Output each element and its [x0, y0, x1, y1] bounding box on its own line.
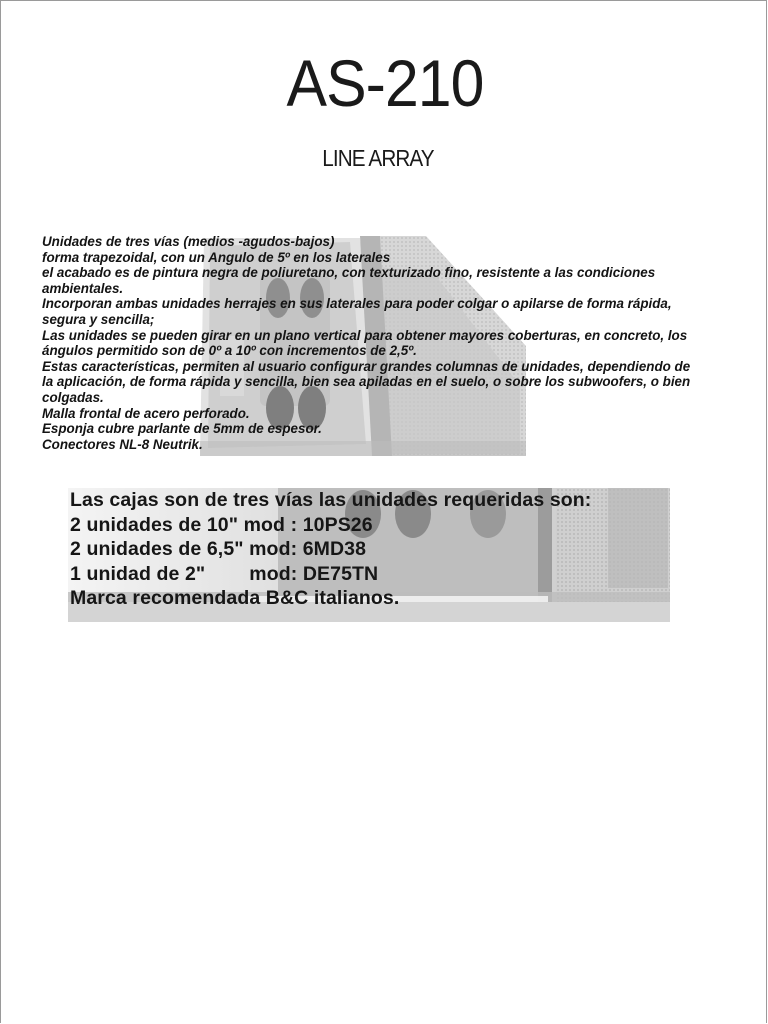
- spec-brand: Marca recomendada B&C italianos.: [70, 587, 400, 609]
- specs-intro: Las cajas son de tres vías las unidades requeridas son:: [70, 489, 592, 511]
- page-title: AS-210: [286, 46, 484, 120]
- feature-line: el acabado es de pintura negra de poliuretano, con texturizado fino, resistente a las condiciones: [42, 265, 656, 281]
- feature-line: Incorporan ambas unidades herrajes en sus laterales para poder colgar o apilarse de forma rápida,: [42, 296, 672, 312]
- feature-line: Esponja cubre parlante de 5mm de espesor.: [42, 421, 322, 437]
- feature-line: Las unidades se pueden girar en un plano vertical para obtener mayores coberturas, en concreto, los: [42, 327, 688, 343]
- features-list: [42, 234, 732, 452]
- spec-line-part: 1 unidad de 2": [70, 562, 206, 585]
- page-subtitle: LINE ARRAY: [322, 145, 434, 171]
- feature-line: forma trapezoidal, con un Angulo de 5º en los laterales: [42, 249, 391, 265]
- feature-line: Conectores NL-8 Neutrik.: [42, 436, 203, 452]
- specs-list: [70, 488, 680, 611]
- feature-line: Unidades de tres vías (medios -agudos-bajos): [42, 234, 335, 249]
- feature-line: la aplicación, de forma rápida y sencilla, bien sea apiladas en el suelo, o sobre los subwoofers, o bien: [42, 374, 691, 390]
- spec-line: [70, 562, 680, 587]
- spec-line: 2 unidades de 6,5" mod: 6MD38: [70, 538, 367, 560]
- spec-line-part: mod: DE75TN: [249, 562, 379, 585]
- feature-line: Estas características, permiten al usuario configurar grandes columnas de unidades, dependiendo de: [42, 358, 691, 374]
- spec-line: 2 unidades de 10" mod : 10PS26: [70, 513, 373, 536]
- feature-line: Malla frontal de acero perforado.: [42, 405, 250, 421]
- feature-line: colgadas.: [42, 389, 104, 405]
- feature-line: ambientales.: [42, 280, 124, 296]
- feature-line: segura y sencilla;: [42, 311, 155, 327]
- feature-line: ángulos permitido son de 0º a 10º con incrementos de 2,5º.: [42, 343, 417, 359]
